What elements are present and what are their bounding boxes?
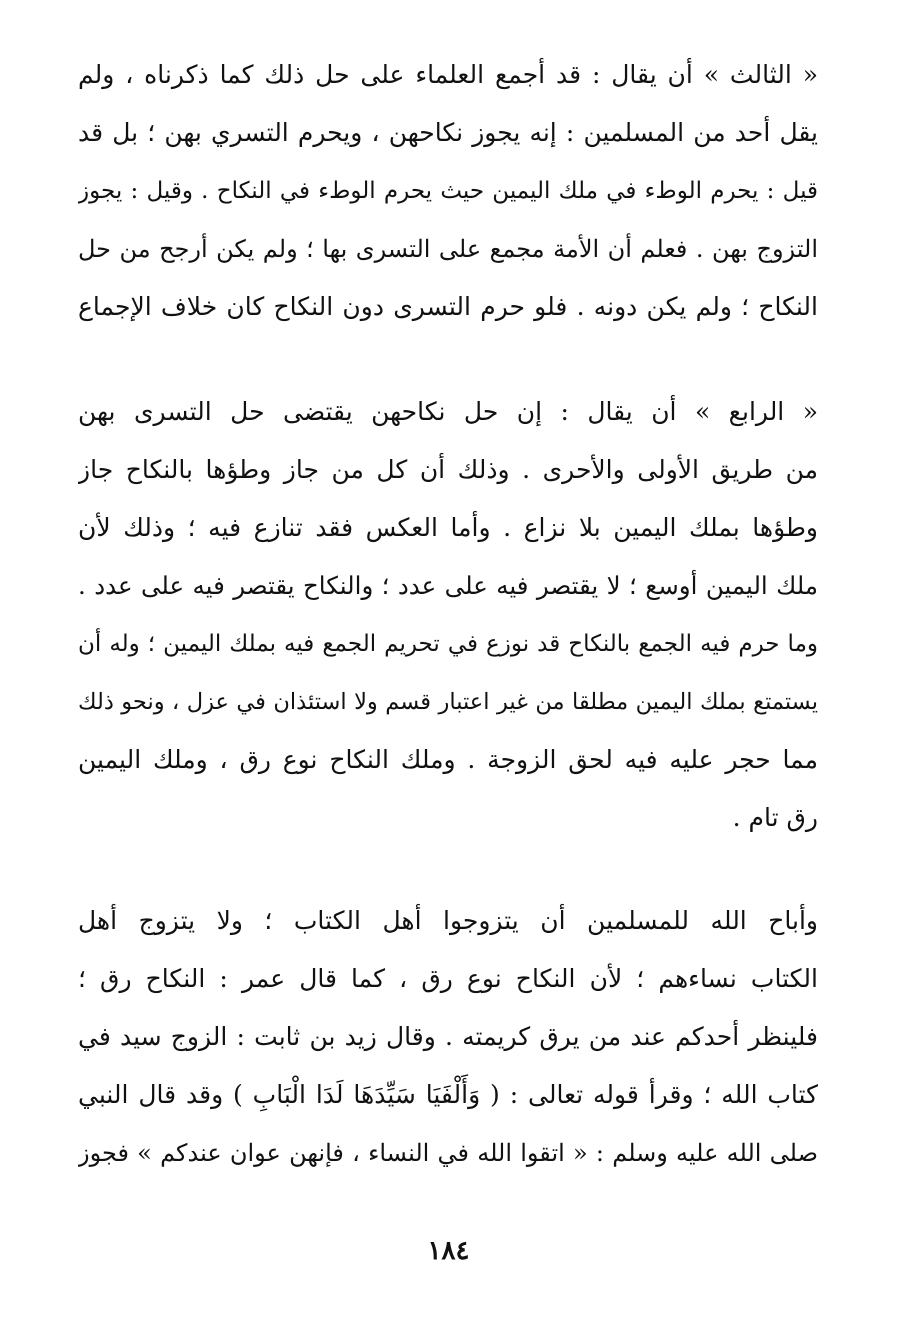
- paragraph-fourth: [78, 383, 818, 847]
- text-line: قيل : يحرم الوطء في ملك اليمين حيث يحرم الوطء في النكاح . وقيل : يجوز: [78, 178, 818, 204]
- text-line: يستمتع بملك اليمين مطلقا من غير اعتبار قسم ولا استئذان في عزل ، ونحو ذلك: [78, 689, 818, 715]
- text-line: ملك اليمين أوسع ؛ لا يقتصر فيه على عدد ؛ والنكاح يقتصر فيه على عدد .: [78, 571, 818, 600]
- text-line: التزوج بهن . فعلم أن الأمة مجمع على التسرى بها ؛ ولم يكن أرجح من حل: [78, 235, 818, 263]
- text-line: يقل أحد من المسلمين : إنه يجوز نكاحهن ، ويحرم التسري بهن ؛ بل قد: [78, 118, 818, 147]
- text-line: « الثالث » أن يقال : قد أجمع العلماء على حل ذلك كما ذكرناه ، ولم: [78, 60, 818, 89]
- text-line: النكاح ؛ ولم يكن دونه . فلو حرم التسرى دون النكاح كان خلاف الإجماع: [78, 292, 818, 321]
- text-line: « الرابع » أن يقال : إن حل نكاحهن يقتضى حل التسرى بهن: [78, 397, 818, 426]
- page-number: ١٨٤: [427, 1236, 470, 1266]
- text-line: فلينظر أحدكم عند من يرق كريمته . وقال زيد بن ثابت : الزوج سيد في: [78, 1022, 818, 1051]
- text-line: وأباح الله للمسلمين أن يتزوجوا أهل الكتاب ؛ ولا يتزوج أهل: [78, 906, 818, 935]
- text-line: رق تام .: [732, 803, 818, 832]
- text-line: وطؤها بملك اليمين بلا نزاع . وأما العكس فقد تنازع فيه ؛ وذلك لأن: [78, 513, 818, 542]
- paragraph-third: [78, 46, 818, 336]
- text-line: كتاب الله ؛ وقرأ قوله تعالى : ( وَأَلْفَيَا سَيِّدَهَا لَدَا الْبَابِ ) وقد قال النبي: [78, 1080, 818, 1109]
- text-line: صلى الله عليه وسلم : « اتقوا الله في النساء ، فإنهن عوان عندكم » فجوز: [78, 1139, 818, 1167]
- paragraph-marriage: [78, 892, 818, 1182]
- text-line: وما حرم فيه الجمع بالنكاح قد نوزع في تحريم الجمع فيه بملك اليمين ؛ وله أن: [78, 631, 818, 657]
- text-line: مما حجر عليه فيه لحق الزوجة . وملك النكاح نوع رق ، وملك اليمين: [78, 745, 818, 774]
- text-line: من طريق الأولى والأحرى . وذلك أن كل من جاز وطؤها بالنكاح جاز: [78, 455, 818, 484]
- text-line: الكتاب نساءهم ؛ لأن النكاح نوع رق ، كما قال عمر : النكاح رق ؛: [78, 964, 818, 993]
